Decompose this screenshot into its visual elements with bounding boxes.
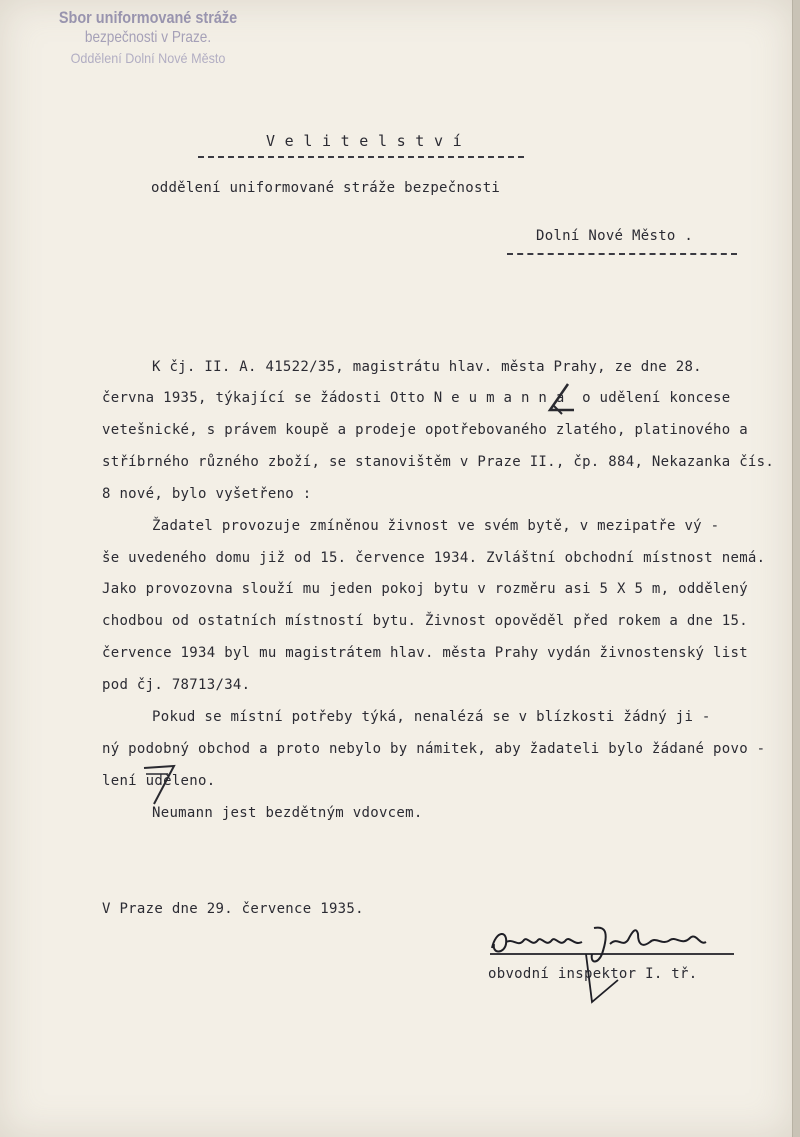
office-stamp [28,8,268,68]
handwritten-signature [486,924,736,1004]
body-line-8: Jako provozovna slouží mu jeden pokoj bytu v rozměru asi 5 X 5 m, oddělený [102,581,748,597]
insertion-mark-icon [540,380,580,420]
location-underline [507,253,737,255]
body-line-6: Žadatel provozuje zmíněnou živnost ve svém bytě, v mezipatře vý - [152,518,720,534]
document-title: V e l i t e l s t v í [266,132,462,150]
stamp-line-3: Oddělení Dolní Nové Město [70,50,226,66]
paper-edge [792,0,800,1137]
body-line-14: lení uděleno. [102,773,216,789]
title-underline [198,156,524,158]
body-line-11: pod čj. 78713/34. [102,677,251,693]
correction-mark-icon [140,760,180,810]
body-line-2: června 1935, týkající se žádosti Otto N e u m a n n a o udělení koncese [102,390,731,406]
date-line: V Praze dne 29. července 1935. [102,901,364,917]
document-subtitle: oddělení uniformované stráže bezpečnosti [151,180,501,196]
location-heading: Dolní Nové Město . [536,228,694,244]
body-line-12: Pokud se místní potřeby týká, nenalézá se v blízkosti žádný ji - [152,709,711,725]
stamp-line-1: Sbor uniformované stráže [58,8,238,27]
body-line-10: července 1934 byl mu magistrátem hlav. města Prahy vydán živnostenský list [102,645,748,661]
body-line-5: 8 nové, bylo vyšetřeno : [102,486,312,502]
signatory-role: obvodní inspektor I. tř. [488,966,698,982]
stamp-line-2: bezpečnosti v Praze. [84,29,212,46]
body-line-3: vetešnické, s právem koupě a prodeje opotřebovaného zlatého, platinového a [102,422,748,438]
body-line-13: ný podobný obchod a proto nebylo by námitek, aby žadateli bylo žádané povo - [102,741,766,757]
body-line-7: še uvedeného domu již od 15. července 1934. Zvláštní obchodní místnost nemá. [102,550,766,566]
body-line-9: chodbou od ostatních místností bytu. Živnost opověděl před rokem a dne 15. [102,613,748,629]
body-line-15: Neumann jest bezdětným vdovcem. [152,805,423,821]
body-line-1: K čj. II. A. 41522/35, magistrátu hlav. města Prahy, ze dne 28. [152,359,702,375]
body-line-4: stříbrného různého zboží, se stanovištěm v Praze II., čp. 884, Nekazanka čís. [102,454,775,470]
